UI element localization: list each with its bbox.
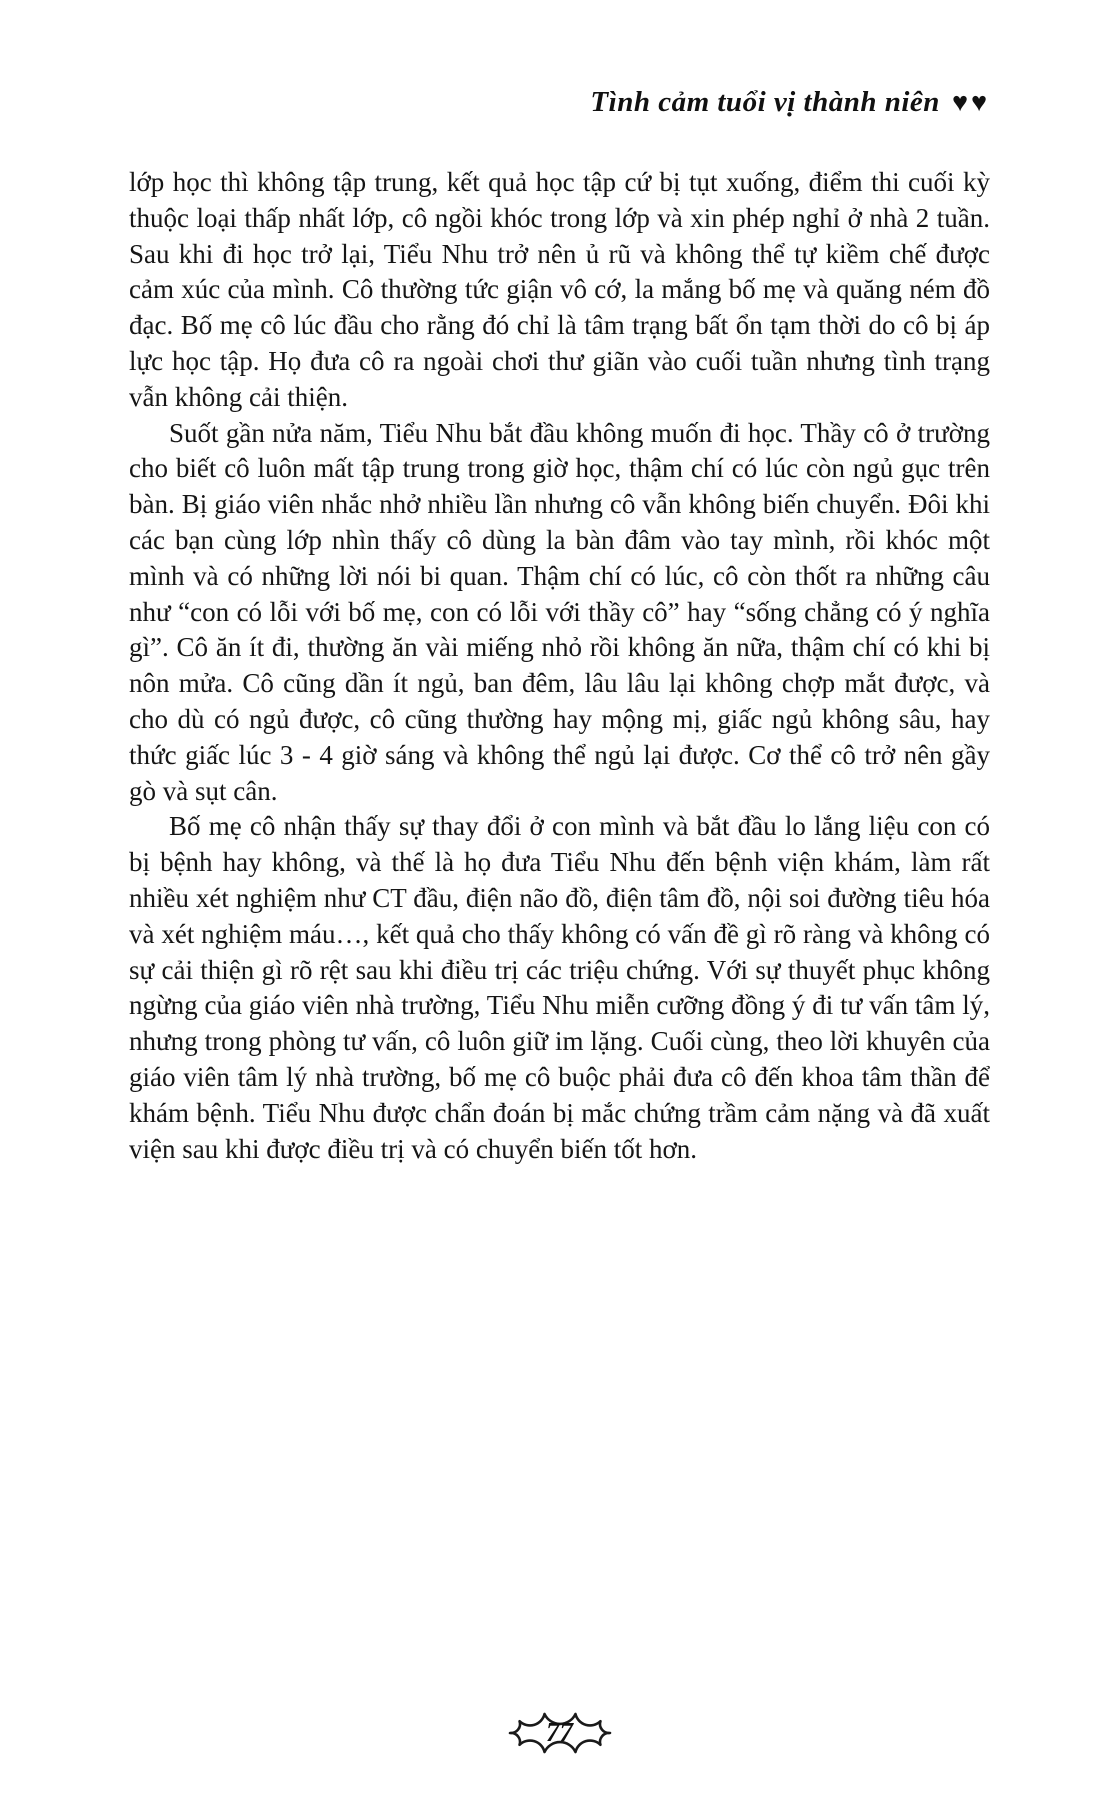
page-number-cloud	[490, 1700, 630, 1766]
running-head-title: Tình cảm tuổi vị thành niên	[590, 86, 940, 118]
page-footer	[0, 1700, 1119, 1766]
paragraph: Bố mẹ cô nhận thấy sự thay đổi ở con mình và bắt đầu lo lắng liệu con có bị bệnh hay không, và thế là họ đưa Tiểu Nhu đến bệnh viện khám, làm rất nhiều xét nghiệm như CT đầu, điện não đồ, điện tâm đồ, nội soi đường tiêu hóa và xét nghiệm máu…, kết quả cho thấy không có vấn đề gì rõ ràng và không có sự cải thiện gì rõ rệt sau khi điều trị các triệu chứng. Với sự thuyết phục không ngừng của giáo viên nhà trường, Tiểu Nhu miễn cưỡng đồng ý đi tư vấn tâm lý, nhưng trong phòng tư vấn, cô luôn giữ im lặng. Cuối cùng, theo lời khuyên của giáo viên tâm lý nhà trường, bố mẹ cô buộc phải đưa cô đến khoa tâm thần để khám bệnh. Tiểu Nhu được chẩn đoán bị mắc chứng trầm cảm nặng và đã xuất viện sau khi được điều trị và có chuyển biến tốt hơn.	[129, 811, 990, 1164]
paragraph: Suốt gần nửa năm, Tiểu Nhu bắt đầu không muốn đi học. Thầy cô ở trường cho biết cô luôn mất tập trung trong giờ học, thậm chí có lúc còn ngủ gục trên bàn. Bị giáo viên nhắc nhở nhiều lần nhưng cô vẫn không biến chuyển. Đôi khi các bạn cùng lớp nhìn thấy cô dùng la bàn đâm vào tay mình, rồi khóc một mình và có những lời nói bi quan. Thậm chí có lúc, cô còn thốt ra những câu như “con có lỗi với bố mẹ, con có lỗi với thầy cô” hay “sống chẳng có ý nghĩa gì”. Cô ăn ít đi, thường ăn vài miếng nhỏ rồi không ăn nữa, thậm chí có khi bị nôn mửa. Cô cũng dần ít ngủ, ban đêm, lâu lâu lại không chợp mắt được, và cho dù có ngủ được, cô cũng thường hay mộng mị, giấc ngủ không sâu, hay thức giấc lúc 3 - 4 giờ sáng và không thể ngủ lại được. Cơ thể cô trở nên gầy gò và sụt cân.	[129, 417, 990, 806]
hearts-icon: ♥♥	[951, 87, 990, 117]
page-number: 77	[546, 1716, 573, 1747]
page-body	[129, 165, 990, 1167]
running-head	[129, 86, 990, 119]
paragraph-continuation: lớp học thì không tập trung, kết quả học tập cứ bị tụt xuống, điểm thi cuối kỳ thuộc loại thấp nhất lớp, cô ngồi khóc trong lớp và xin phép nghỉ ở nhà 2 tuần. Sau khi đi học trở lại, Tiểu Nhu trở nên ủ rũ và không thể tự kiềm chế được cảm xúc của mình. Cô thường tức giận vô cớ, la mắng bố mẹ và quăng ném đồ đạc. Bố mẹ cô lúc đầu cho rằng đó chỉ là tâm trạng bất ổn tạm thời do cô bị áp lực học tập. Họ đưa cô ra ngoài chơi thư giãn vào cuối tuần nhưng tình trạng vẫn không cải thiện.	[129, 167, 990, 412]
